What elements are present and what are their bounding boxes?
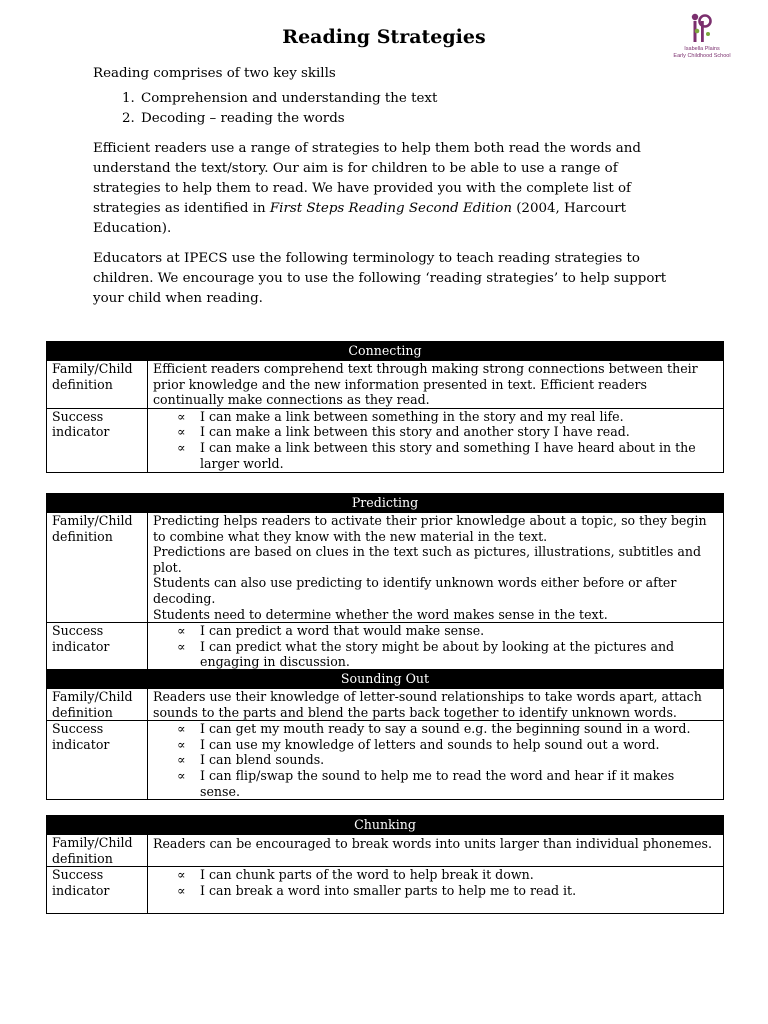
logo-text	[666, 46, 738, 59]
definition-line: Students need to determine whether the word makes sense in the text.	[153, 606, 608, 622]
bullet-icon: ∝	[177, 752, 186, 768]
school-logo	[666, 12, 738, 62]
definition-text: Readers can be encouraged to break words into units larger than individual phonemes.	[148, 835, 724, 867]
indicator-row	[47, 721, 724, 800]
indicator-text: I can predict what the story might be about by looking at the pictures and engaging in discussion.	[200, 638, 675, 670]
indicator-cell	[148, 408, 724, 472]
ipecs-logo-icon	[688, 12, 716, 44]
indicator-list	[153, 721, 718, 799]
bullet-icon: ∝	[177, 882, 186, 898]
indicator-cell	[148, 721, 724, 800]
list-item	[153, 623, 718, 639]
bullet-icon: ∝	[177, 424, 186, 440]
definition-label: Family/Child definition	[47, 689, 148, 721]
intro-lead: Reading comprises of two key skills	[93, 66, 336, 81]
indicator-text: I can flip/swap the sound to help me to read the word and hear if it makes sense.	[200, 767, 675, 799]
definition-line: Students can also use predicting to identify unknown words either before or after decoding.	[153, 575, 677, 606]
logo-line-1: Isabella Plains	[684, 46, 720, 52]
definition-text	[148, 513, 724, 623]
definition-row	[47, 513, 724, 623]
indicator-text: I can blend sounds.	[200, 752, 325, 768]
definition-label: Family/Child definition	[47, 361, 148, 409]
indicator-text: I can make a link between this story and another story I have read.	[200, 424, 630, 440]
indicator-text: I can make a link between this story and something I have heard about in the larger world.	[200, 439, 696, 471]
bullet-icon: ∝	[177, 867, 186, 883]
indicator-label: Success indicator	[47, 721, 148, 800]
indicator-row	[47, 408, 724, 472]
indicator-list	[153, 409, 718, 471]
intro-paragraph-1	[93, 139, 683, 239]
definition-label: Family/Child definition	[47, 835, 148, 867]
definition-row	[47, 835, 724, 867]
table-heading: Sounding Out	[47, 670, 724, 689]
definition-line: Predicting helps readers to activate their prior knowledge about a topic, so they begin to combine what they know with the new material in the text.	[153, 513, 707, 544]
indicator-text: I can use my knowledge of letters and sounds to help sound out a word.	[200, 736, 660, 752]
strategy-table-chunking	[46, 815, 724, 914]
list-item	[153, 883, 718, 899]
indicator-text: I can get my mouth ready to say a sound e.g. the beginning sound in a word.	[200, 721, 691, 737]
table-heading: Predicting	[47, 494, 724, 513]
bullet-icon: ∝	[177, 408, 186, 424]
para-text: (2004, Harcourt Education).	[93, 201, 627, 236]
strategy-table-sounding-out	[46, 669, 724, 800]
skill-item: 2. Decoding – reading the words	[139, 109, 683, 129]
indicator-text: I can make a link between something in the story and my real life.	[200, 408, 624, 424]
page-title: Reading Strategies	[282, 26, 486, 48]
bullet-icon: ∝	[177, 623, 186, 639]
skill-item: 1. Comprehension and understanding the text	[139, 89, 683, 109]
table-heading: Chunking	[47, 816, 724, 835]
intro-paragraph-2: Educators at IPECS use the following terminology to teach reading strategies to children. We encourage you to use the following ‘reading strategies’ to help support your child when reading.	[93, 251, 667, 306]
indicator-label: Success indicator	[47, 623, 148, 671]
intro-section	[93, 64, 683, 319]
bullet-icon: ∝	[177, 767, 186, 783]
indicator-text: I can break a word into smaller parts to help me to read it.	[200, 882, 577, 898]
strategy-table-connecting	[46, 341, 724, 473]
definition-label: Family/Child definition	[47, 513, 148, 623]
list-item	[153, 768, 718, 799]
strategy-table-predicting	[46, 493, 724, 671]
definition-row	[47, 361, 724, 409]
definition-row	[47, 689, 724, 721]
list-item	[153, 737, 718, 753]
bullet-icon: ∝	[177, 439, 186, 455]
indicator-label: Success indicator	[47, 408, 148, 472]
list-item	[153, 752, 718, 768]
list-item	[153, 639, 718, 670]
list-item	[153, 409, 718, 425]
indicator-text: I can chunk parts of the word to help break it down.	[200, 867, 534, 883]
definition-text: Efficient readers comprehend text through making strong connections between their prior knowledge and the new information presented in text. Efficient readers continually make connections as they read.	[148, 361, 724, 409]
bullet-icon: ∝	[177, 638, 186, 654]
bullet-icon: ∝	[177, 736, 186, 752]
indicator-list	[153, 623, 718, 670]
list-item	[153, 440, 718, 471]
definition-text: Readers use their knowledge of letter-sound relationships to take words apart, attach sounds to the parts and blend the parts back together to identify unknown words.	[148, 689, 724, 721]
list-item	[153, 867, 718, 883]
indicator-text: I can predict a word that would make sense.	[200, 623, 485, 639]
skills-list	[93, 89, 683, 129]
indicator-label: Success indicator	[47, 867, 148, 914]
para-text: Efficient readers use a range of strategies to help them both read the words and understand the text/story. Our aim is for children to be able to use a range of strategies to help them to read. We have provided you with the complete list of strategies as identified in	[93, 141, 641, 216]
logo-line-2: Early Childhood School	[673, 52, 731, 59]
book-title: First Steps Reading Second Edition	[269, 201, 512, 216]
bullet-icon: ∝	[177, 721, 186, 737]
indicator-row	[47, 867, 724, 914]
definition-line: Predictions are based on clues in the text such as pictures, illustrations, subtitles and plot.	[153, 544, 702, 575]
indicator-list	[153, 867, 718, 898]
indicator-row	[47, 623, 724, 671]
list-item	[153, 424, 718, 440]
table-heading: Connecting	[47, 342, 724, 361]
indicator-cell	[148, 623, 724, 671]
list-item	[153, 721, 718, 737]
indicator-cell	[148, 867, 724, 914]
